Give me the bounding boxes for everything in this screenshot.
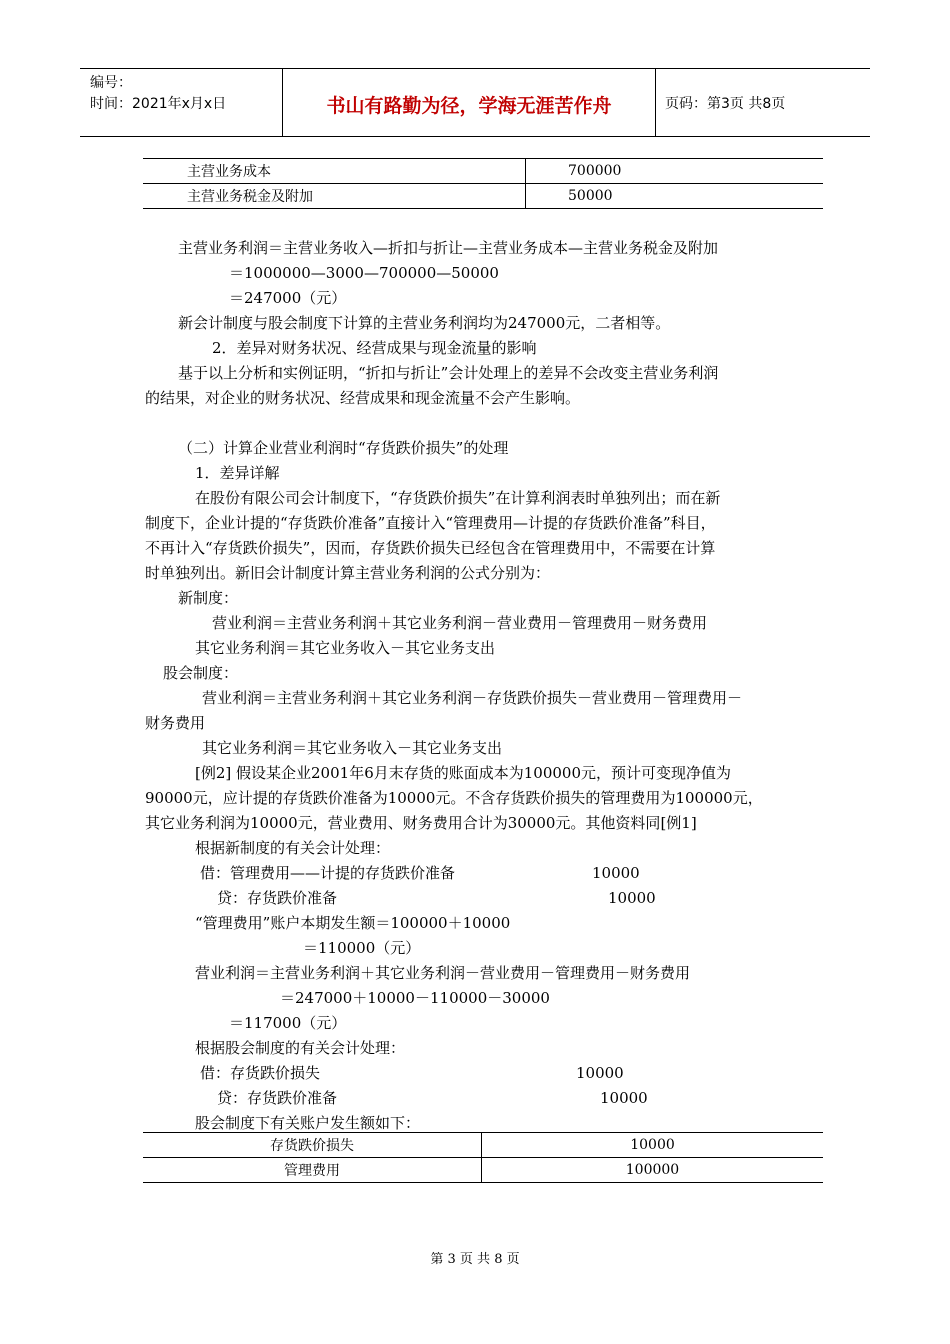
paragraph-line: 时单独列出。新旧会计制度计算主营业务利润的公式分别为： xyxy=(145,564,551,582)
table-cell-value: 50000 xyxy=(526,184,824,209)
journal-entry-amount: 10000 xyxy=(608,889,656,907)
formula-line: ＝247000（元） xyxy=(229,289,347,307)
formula-line: ＝110000（元） xyxy=(303,939,421,957)
formula-line: 其它业务利润＝其它业务收入－其它业务支出 xyxy=(202,739,503,757)
journal-entry-amount: 10000 xyxy=(592,864,640,882)
paragraph-line: 根据新制度的有关会计处理： xyxy=(195,839,391,857)
table-cell-name: 主营业务税金及附加 xyxy=(143,184,526,209)
formula-line: 营业利润＝主营业务利润＋其它业务利润－存货跌价损失－营业费用－管理费用－ xyxy=(202,689,743,707)
journal-entry-credit: 贷：存货跌价准备 xyxy=(217,889,338,907)
formula-line: 其它业务利润＝其它业务收入－其它业务支出 xyxy=(195,639,496,657)
paragraph-line: 股会制度下有关账户发生额如下： xyxy=(195,1114,421,1132)
paragraph-line: 其它业务利润为10000元，营业费用、财务费用合计为30000元。其他资料同[例1] xyxy=(145,814,697,832)
section-heading: 1．差异详解 xyxy=(195,464,280,482)
journal-entry-amount: 10000 xyxy=(600,1089,648,1107)
header-page-info: 页码：第3页 共8页 xyxy=(665,96,786,112)
table-cell-name: 管理费用 xyxy=(143,1158,482,1183)
formula-line: “管理费用”账户本期发生额＝100000＋10000 xyxy=(195,914,511,932)
paragraph-line: [例2] 假设某企业2001年6月末存货的账面成本为100000元，预计可变现净值为 xyxy=(195,764,731,782)
table-cell-name: 主营业务成本 xyxy=(143,159,526,184)
formula-line: ＝1000000—3000—700000—50000 xyxy=(229,264,499,282)
header-divider xyxy=(655,69,656,136)
paragraph-line: 在股份有限公司会计制度下，“存货跌价损失”在计算利润表时单独列出；而在新 xyxy=(195,489,721,507)
top-table xyxy=(143,158,823,209)
paragraph-line: 90000元，应计提的存货跌价准备为10000元。不含存货跌价损失的管理费用为100000元， xyxy=(145,789,763,807)
journal-entry-credit: 贷：存货跌价准备 xyxy=(217,1089,338,1107)
document-number: 编号： xyxy=(90,75,132,91)
formula-line: 主营业务利润＝主营业务收入—折扣与折让—主营业务成本—主营业务税金及附加 xyxy=(178,239,719,257)
header-motto: 书山有路勤为径，学海无涯苦作舟 xyxy=(326,95,612,117)
table-row xyxy=(143,159,823,184)
journal-entry-debit: 借：存货跌价损失 xyxy=(200,1064,321,1082)
formula-line: 营业利润＝主营业务利润＋其它业务利润－营业费用－管理费用－财务费用 xyxy=(212,614,708,632)
formula-line: 营业利润＝主营业务利润＋其它业务利润－营业费用－管理费用－财务费用 xyxy=(195,964,691,982)
paragraph-line: 不再计入“存货跌价损失”，因而，存货跌价损失已经包含在管理费用中，不需要在计算 xyxy=(145,539,716,557)
table-row xyxy=(143,1158,823,1183)
paragraph-line: 股会制度： xyxy=(163,664,239,682)
table-cell-value: 700000 xyxy=(526,159,824,184)
bottom-table xyxy=(143,1132,823,1183)
paragraph-line: 基于以上分析和实例证明，“折扣与折让”会计处理上的差异不会改变主营业务利润 xyxy=(178,364,719,382)
formula-line: 财务费用 xyxy=(145,714,206,732)
page-footer: 第 3 页 共 8 页 xyxy=(430,1252,520,1267)
section-heading: （二）计算企业营业利润时“存货跌价损失”的处理 xyxy=(178,439,509,457)
page-header xyxy=(80,68,870,137)
formula-line: ＝117000（元） xyxy=(229,1014,347,1032)
paragraph-line: 根据股会制度的有关会计处理： xyxy=(195,1039,406,1057)
table-cell-value: 10000 xyxy=(482,1133,824,1158)
paragraph-line: 新会计制度与股会制度下计算的主营业务利润均为247000元，二者相等。 xyxy=(178,314,671,332)
table-cell-value: 100000 xyxy=(482,1158,824,1183)
formula-line: ＝247000＋10000－110000－30000 xyxy=(280,989,550,1007)
table-row xyxy=(143,184,823,209)
paragraph-line: 制度下，企业计提的“存货跌价准备”直接计入“管理费用—计提的存货跌价准备”科目， xyxy=(145,514,716,532)
table-cell-name: 存货跌价损失 xyxy=(143,1133,482,1158)
document-date: 时间：2021年x月x日 xyxy=(90,96,227,112)
paragraph-line: 新制度： xyxy=(178,589,239,607)
paragraph-line: 的结果，对企业的财务状况、经营成果和现金流量不会产生影响。 xyxy=(145,389,581,407)
journal-entry-amount: 10000 xyxy=(576,1064,624,1082)
header-meta xyxy=(90,73,226,115)
journal-entry-debit: 借：管理费用——计提的存货跌价准备 xyxy=(200,864,456,882)
table-row xyxy=(143,1133,823,1158)
section-heading: 2．差异对财务状况、经营成果与现金流量的影响 xyxy=(212,339,537,357)
